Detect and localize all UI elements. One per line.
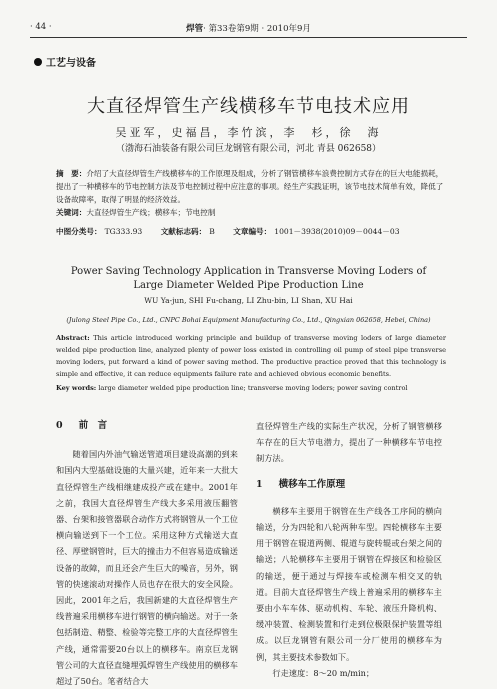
bullet-icon: [34, 58, 42, 66]
english-title-line1: Power Saving Technology Application in Transverse Moving Loders of: [70, 266, 427, 277]
section0-paragraph-cont: 直径焊管生产线的实际生产状况，分析了钢管横移车存在的巨大节电潜力，提出了一种横移车节电控制方法。: [256, 421, 442, 464]
header-rule: [30, 37, 467, 38]
english-keywords-text: large diameter welded pipe production line; transverse moving loders; power saving control: [98, 384, 408, 392]
english-keywords: [56, 384, 446, 392]
doc-code-label: 文献标志码：: [160, 227, 207, 236]
section1-speed: 行走速度：8～20 m/min；: [272, 667, 375, 678]
english-keywords-label: Key words:: [56, 384, 97, 392]
abstract-cn: [56, 167, 446, 219]
english-authors: WU Ya-jun, SHI Fu-chang, LI Zhu-bin, LI Shan, XU Hai: [144, 296, 353, 305]
section1-paragraph: 横移车主要用于钢管在生产线各工序间的横向输送，分为四轮和八轮两种车型。四轮横移车主要用于钢管在辊道两侧、辊道与旋转辊或台架之间的输送；八轮横移车主要用于钢管在焊接区和检验区的输送，便于通过与焊接车或检测车相交叉的轨道。目前大直径焊管生产线上普遍采用的横移车主要由小车车体、驱动机构、车轮、液压升降机构、缓冲装置、检测装置和行走到位极限保护装置等组成。以巨龙钢管有限公司一分厂使用的横移车为例，其主要技术参数如下。: [256, 505, 442, 662]
section0-heading: 0 前 言: [56, 420, 108, 431]
article-id-value: 1001－3938(2010)09－0044－03: [274, 227, 400, 236]
clc-value: TG333.93: [104, 227, 143, 236]
english-abstract: [56, 332, 446, 380]
keywords-cn-label: 关键词：: [56, 208, 87, 217]
section1-heading: 1 横移车工作原理: [256, 478, 346, 490]
article-id-label: 文章编号：: [233, 227, 272, 236]
keywords-cn-text: 大直径焊管生产线；横移车；节电控制: [86, 208, 216, 217]
english-affiliation: (Julong Steel Pipe Co., Ltd., CNPC Bohai Equipment Manufacturing Co., Ltd., Qingxian 062658, Hebei, China): [66, 316, 431, 324]
clc-label: 中图分类号：: [56, 227, 102, 236]
right-column: [256, 418, 442, 681]
english-abstract-label: Abstract:: [56, 334, 90, 342]
journal-info: [30, 22, 467, 34]
journal-name: 焊管: [186, 24, 204, 34]
left-column: [56, 418, 238, 689]
affiliation: （渤海石油装备有限公司巨龙钢管有限公司，河北 青县 062658）: [115, 144, 382, 154]
abstract-cn-text: 介绍了大直径焊管生产线横移车的工作原理及组成，分析了钢管横移车浪费控制方式存在的巨大电能损耗，提出了一种横移车的节电控制方法及节电控制过程中应注意的事项。经生产实践证明，该节电技术简单有效，降低了设备故障率，取得了明显的经济效益。: [56, 169, 444, 204]
english-abstract-text: This article introduced working principle and buildup of transverse moving loders of large diameter welded pipe production line, analyzed plenty of power loss existed in controlling oil pump of steel pipe transverse moving loders, put forward a kind of power saving method. The productive practice proved that this technology is simple and effective, it can reduce equipments failure rate and achieved obvious economic benefits.: [56, 334, 446, 378]
abstract-cn-label: 摘 要：: [56, 169, 87, 178]
authors: 吴亚军，史福昌，李竹滨，李 杉，徐 海: [115, 126, 382, 139]
english-title-line2: Large Diameter Welded Pipe Production Line: [133, 280, 364, 291]
article-title: 大直径焊管生产线横移车节电技术应用: [87, 96, 410, 117]
english-title: [30, 265, 467, 293]
section0-paragraph: 随着国内外油气输送管道项目建设高潮的到来和国内大型基础设施的大量兴建，近年来一大批大直径焊管生产线相继建成投产或在建中。2001年之前，我国大直径焊管生产线大多采用液压翻管器、台架和接管器联合动作方式将钢管从一个工位横向输送到下一个工位。采用这种方式输送大直径、厚壁钢管时，巨大的撞击力不但容易造成输送设备的故障，而且还会产生巨大的噪音，另外，钢管的快速滚动对操作人员也存在很大的安全风险。因此，2001年之后，我国新建的大直径焊管生产线普遍采用横移车进行钢管的横向输送。对于一条包括制造、精整、检验等完整工序的大直径焊管生产线，通常需要20台以上的横移车。南京巨龙钢管公司的大直径直缝埋弧焊管生产线使用的横移车超过了50台。笔者结合大: [56, 449, 238, 687]
doc-code-value: B: [209, 227, 215, 236]
section-label: [34, 54, 96, 69]
page-number: · 44 ·: [30, 22, 52, 32]
running-header: [30, 22, 467, 38]
journal-issue: · 第33卷第9期 · 2010年9月: [203, 24, 311, 34]
section-label-text: 工艺与设备: [46, 58, 96, 69]
classification-line: [56, 226, 446, 237]
